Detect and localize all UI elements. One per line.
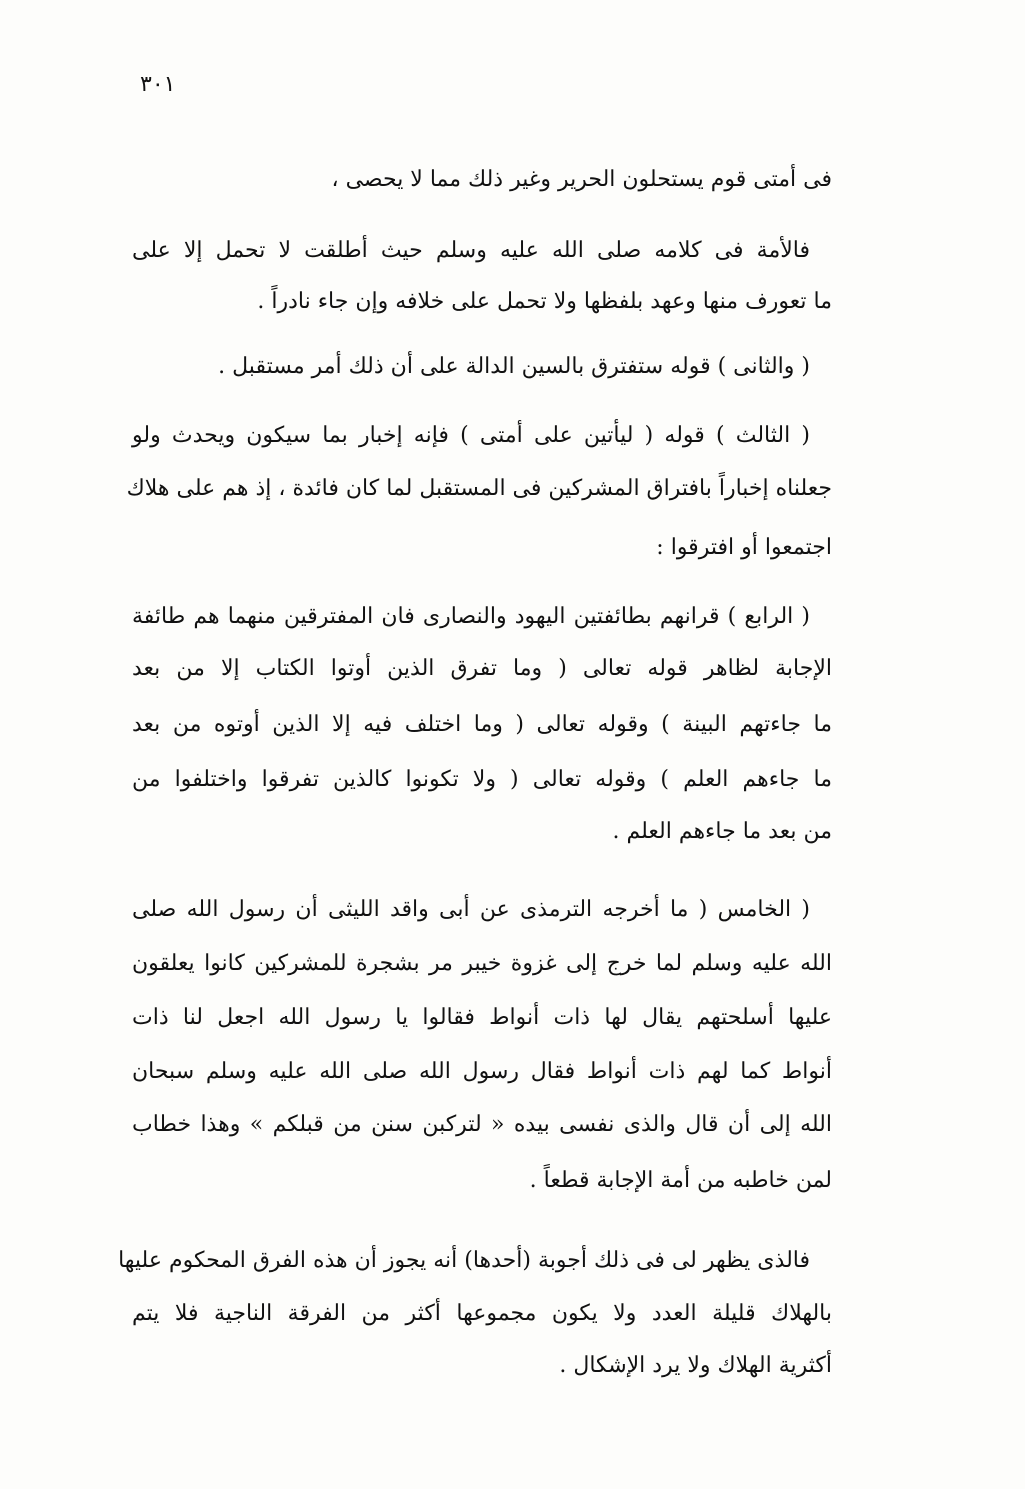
text-line: اجتمعوا أو افترقوا : (656, 535, 832, 560)
text-line: ما تعورف منها وعهد بلفظها ولا تحمل على خلافه وإن جاء نادراً . (257, 289, 832, 314)
text-line: الله إلى أن قال والذى نفسى بيده « لتركبن سنن من قبلكم » وهذا خطاب (132, 1112, 832, 1137)
text-line: فى أمتى قوم يستحلون الحرير وغير ذلك مما لا يحصى ، (331, 167, 832, 192)
text-line: ( الثالث ) قوله ( ليأتين على أمتى ) فإنه إخبار بما سيكون ويحدث ولو (132, 423, 810, 448)
text-line: من بعد ما جاءهم العلم . (612, 819, 832, 844)
text-line: ( والثانى ) قوله ستفترق بالسين الدالة على أن ذلك أمر مستقبل . (218, 354, 810, 379)
page-number: ٣٠١ (140, 72, 176, 97)
text-line: عليها أسلحتهم يقال لها ذات أنواط فقالوا يا رسول الله اجعل لنا ذات (132, 1005, 832, 1030)
text-line: ما جاءتهم البينة ) وقوله تعالى ( وما اختلف فيه إلا الذين أوتوه من بعد (132, 712, 832, 737)
text-line: الإجابة لظاهر قوله تعالى ( وما تفرق الذين أوتوا الكتاب إلا من بعد (132, 656, 832, 681)
text-line: فالأمة فى كلامه صلى الله عليه وسلم حيث أطلقت لا تحمل إلا على (132, 238, 810, 263)
text-line: ما جاءهم العلم ) وقوله تعالى ( ولا تكونوا كالذين تفرقوا واختلفوا من (132, 767, 832, 792)
text-line: ( الرابع ) قرانهم بطائفتين اليهود والنصارى فان المفترقين منهما هم طائفة (132, 604, 810, 629)
text-line: فالذى يظهر لى فى ذلك أجوبة (أحدها) أنه يجوز أن هذه الفرق المحكوم عليها (118, 1248, 810, 1273)
text-line: لمن خاطبه من أمة الإجابة قطعاً . (529, 1168, 832, 1193)
text-line: أكثرية الهلاك ولا يرد الإشكال . (559, 1353, 832, 1378)
text-line: أنواط كما لهم ذات أنواط فقال رسول الله صلى الله عليه وسلم سبحان (132, 1059, 832, 1084)
text-line: بالهلاك قليلة العدد ولا يكون مجموعها أكثر من الفرقة الناجية فلا يتم (132, 1301, 832, 1326)
text-line: جعلناه إخباراً بافتراق المشركين فى المستقبل لما كان فائدة ، إذ هم على هلاك (126, 476, 832, 501)
text-line: ( الخامس ( ما أخرجه الترمذى عن أبى واقد الليثى أن رسول الله صلى (132, 897, 810, 922)
text-line: الله عليه وسلم لما خرج إلى غزوة خيبر مر بشجرة للمشركين كانوا يعلقون (132, 951, 832, 976)
